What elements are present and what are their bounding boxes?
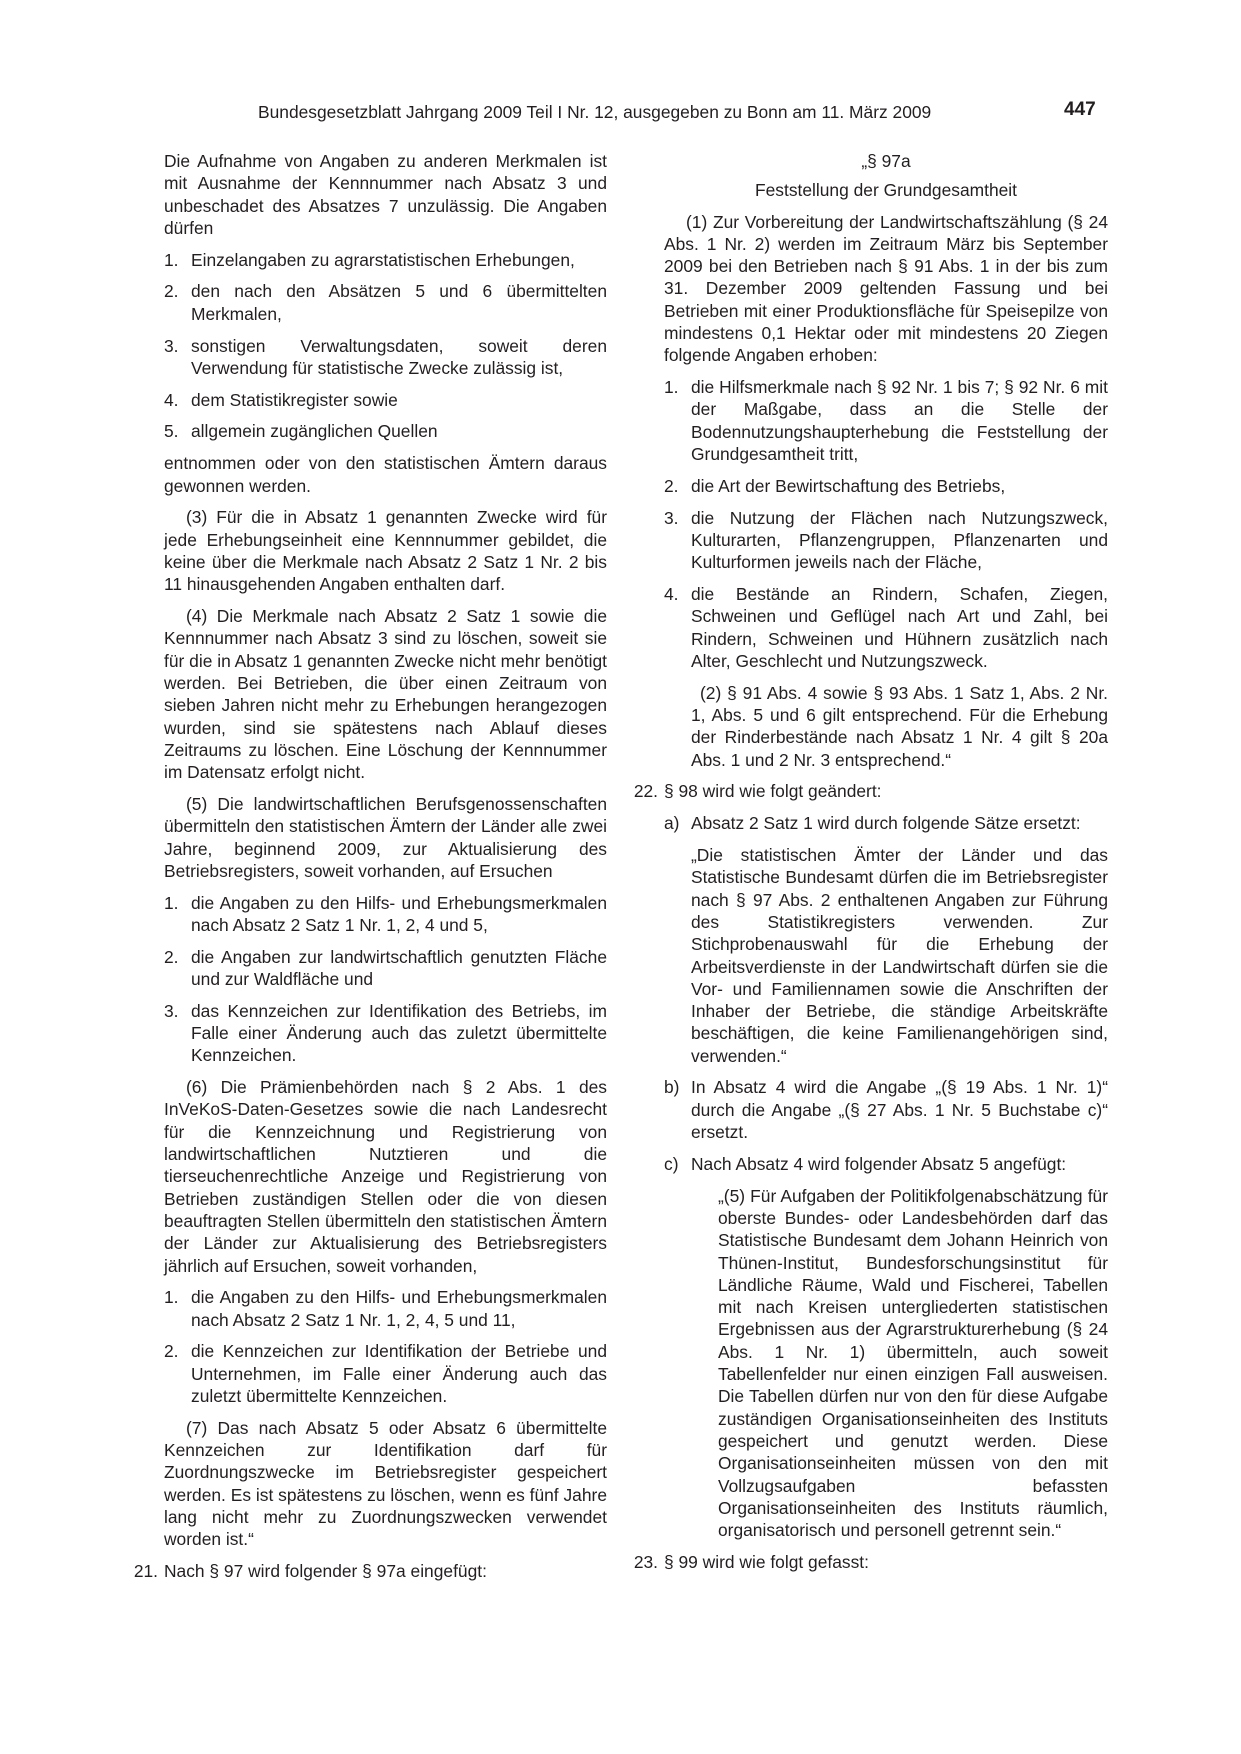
item-number: 3. <box>664 507 679 528</box>
sub-item-text: Absatz 2 Satz 1 wird durch folgende Sätze ersetzt: <box>691 813 1081 834</box>
page-number: 447 <box>1064 99 1096 120</box>
sub-item-letter: a) <box>664 813 680 834</box>
amendment-item-22 <box>633 780 1108 802</box>
list-item <box>164 249 607 271</box>
item-text: § 98 wird wie folgt geändert: <box>664 781 882 802</box>
sub-item-b <box>664 1076 1108 1143</box>
sub-item-a <box>664 812 1108 834</box>
sub-item-letter: c) <box>664 1153 679 1174</box>
item-text: die Art der Bewirtschaftung des Betriebs, <box>691 475 1006 496</box>
sources-list <box>164 249 607 443</box>
section-heading: Feststellung der Grundgesamtheit <box>755 180 1017 201</box>
item-text: Nach § 97 wird folgender § 97a eingefügt: <box>164 1561 487 1582</box>
item-number: 5. <box>164 421 179 442</box>
list-continuation: entnommen oder von den statistischen Ämtern daraus gewonnen werden. <box>164 453 607 496</box>
item-number: 1. <box>164 892 179 913</box>
item-number: 22. <box>633 781 658 802</box>
item-number: 4. <box>164 389 179 410</box>
item-text: die Angaben zur landwirtschaftlich genutzten Fläche und zur Waldfläche und <box>191 946 607 989</box>
item-number: 2. <box>164 1341 179 1362</box>
amendment-item-21 <box>133 1560 607 1582</box>
abs1-list <box>664 376 1108 672</box>
paragraph-abs7: (7) Das nach Absatz 5 oder Absatz 6 übermittelte Kennzeichen zur Identifikation darf für Zuordnungszwecke im Betriebsregister gespeichert werden. Es ist spätestens zu löschen, wenn es fünf Jahre lang nicht mehr zu Zuordnungszwecken verwendet worden ist.“ <box>164 1417 607 1550</box>
list-item <box>664 376 1108 465</box>
paragraph-abs6: (6) Die Prämienbehörden nach § 2 Abs. 1 des InVeKoS-Daten-Gesetzes sowie die nach Landesrecht für die Kennzeichnung und Registrierung von landwirtschaftlichen Nutztieren und die tierseuchenrechtliche Anzeige und Registrierung von Betrieben zuständigen Stellen oder die von diesen beauftragten Stellen übermitteln den statistischen Ämtern der Länder zur Aktualisierung des Betriebsregisters jährlich auf Ersuchen, soweit vorhanden, <box>164 1077 607 1276</box>
section-number: „§ 97a <box>861 151 911 171</box>
list-item <box>164 280 607 325</box>
abs5-list <box>164 892 607 1067</box>
list-item <box>164 389 607 411</box>
item-text: die Angaben zu den Hilfs- und Erhebungsmerkmalen nach Absatz 2 Satz 1 Nr. 1, 2, 4 und 5, <box>191 892 607 935</box>
item-number: 1. <box>164 249 179 270</box>
quoted-text-c: „(5) Für Aufgaben der Politikfolgenabschätzung für oberste Bundes- oder Landesbehörden darf das Statistische Bundesamt dem Johann Heinrich von Thünen-Institut, Bundesforschungsinstitut für Ländliche Räume, Wald und Fischerei, Tabellen mit nach Kreisen untergliederten statistischen Ergebnissen aus der Agrarstrukturerhebung (§ 24 Abs. 1 Nr. 1) übermitteln, auch soweit Tabellenfelder nur einen einzigen Fall ausweisen. Die Tabellen dürfen nur von den für diese Aufgabe zuständigen Organisationseinheiten des Instituts gespeichert und genutzt werden. Diese Organisationseinheiten müssen von den mit Vollzugsaufgaben befassten Organisationseinheiten des Instituts räumlich, organisatorisch und personell getrennt sein.“ <box>718 1185 1108 1541</box>
running-header: Bundesgesetzblatt Jahrgang 2009 Teil I Nr. 12, ausgegeben zu Bonn am 11. März 2009 <box>258 102 932 122</box>
sub-item-text: In Absatz 4 wird die Angabe „(§ 19 Abs. 1 Nr. 1)“ durch die Angabe „(§ 27 Abs. 1 Nr. 5 Buchstabe c)“ ersetzt. <box>691 1077 1108 1143</box>
item-number: 2. <box>164 281 179 302</box>
paragraph-abs1: (1) Zur Vorbereitung der Landwirtschaftszählung (§ 24 Abs. 1 Nr. 2) werden im Zeitraum März bis September 2009 bei den Betrieben nach § 91 Abs. 1 in der bis zum 31. Dezember 2009 geltenden Fassung und bei Betrieben mit einer Produktionsfläche für Speisepilze von mindestens 0,1 Hektar oder mit mindestens 20 Ziegen folgende Angaben erhoben: <box>664 211 1108 366</box>
sub-item-text: Nach Absatz 4 wird folgender Absatz 5 angefügt: <box>691 1153 1067 1174</box>
list-item <box>164 892 607 937</box>
list-item <box>164 1000 607 1067</box>
item-number: 3. <box>164 1000 179 1021</box>
item-text: die Kennzeichen zur Identifikation der Betriebe und Unternehmen, im Falle einer Änderung auch das zuletzt übermittelte Kennzeichen. <box>191 1341 607 1407</box>
item-text: die Hilfsmerkmale nach § 92 Nr. 1 bis 7; § 92 Nr. 6 mit der Maßgabe, dass an die Stelle der Bodennutzungshaupterhebung die Feststellung der Grundgesamtheit tritt, <box>691 377 1108 465</box>
item-text: den nach den Absätzen 5 und 6 übermittelten Merkmalen, <box>191 281 607 324</box>
right-column <box>633 150 1108 1583</box>
paragraph-abs2: (2) § 91 Abs. 4 sowie § 93 Abs. 1 Satz 1, Abs. 2 Nr. 1, Abs. 5 und 6 gilt entsprechend. Für die Erhebung der Rinderbestände nach Absatz 1 Nr. 4 gilt § 20a Abs. 1 und 2 Nr. 3 entsprechend.“ <box>691 682 1108 770</box>
list-item <box>664 507 1108 574</box>
item-text: die Bestände an Rindern, Schafen, Ziegen, Schweinen und Geflügel nach Art und Zahl, bei Rindern, Schweinen und Hühnern zusätzlich nach Alter, Geschlecht und Nutzungszweck. <box>691 584 1108 671</box>
abs6-list <box>164 1286 607 1407</box>
item-text: Einzelangaben zu agrarstatistischen Erhebungen, <box>191 249 575 270</box>
item-text: die Angaben zu den Hilfs- und Erhebungsmerkmalen nach Absatz 2 Satz 1 Nr. 1, 2, 4, 5 und 11, <box>191 1287 607 1330</box>
list-item <box>164 946 607 991</box>
item-number: 4. <box>664 584 679 605</box>
list-item <box>164 1340 607 1407</box>
item-number: 2. <box>664 475 679 496</box>
sub-item-letter: b) <box>664 1077 680 1098</box>
list-item <box>664 475 1108 497</box>
item-text: allgemein zugänglichen Quellen <box>191 421 438 442</box>
item-number: 21. <box>133 1561 158 1582</box>
item-text: dem Statistikregister sowie <box>191 389 398 410</box>
paragraph-abs5: (5) Die landwirtschaftlichen Berufsgenossenschaften übermitteln den statistischen Ämtern der Länder alle zwei Jahre, beginnend 2009, zur Aktualisierung des Betriebsregisters, soweit vorhanden, auf Ersuchen <box>164 793 607 881</box>
list-item <box>164 335 607 380</box>
item-text: das Kennzeichen zur Identifikation des Betriebs, im Falle einer Änderung auch das zuletzt übermittelte Kennzeichen. <box>191 1000 607 1066</box>
item-number: 23. <box>633 1551 658 1572</box>
item-text: die Nutzung der Flächen nach Nutzungszweck, Kulturarten, Pflanzengruppen, Pflanzenarten und Kulturformen jeweils nach der Fläche, <box>691 507 1108 573</box>
item-number: 2. <box>164 946 179 967</box>
item-number: 1. <box>164 1287 179 1308</box>
list-item <box>164 1286 607 1331</box>
item-text: sonstigen Verwaltungsdaten, soweit deren Verwendung für statistische Zwecke zulässig ist, <box>191 335 607 378</box>
paragraph-abs3: (3) Für die in Absatz 1 genannten Zwecke wird für jede Erhebungseinheit eine Kennnummer gebildet, die keine über die Merkmale nach Absatz 2 Satz 1 Nr. 2 bis 11 hinausgehenden Angaben enthalten darf. <box>164 507 607 595</box>
sub-item-c <box>664 1153 1108 1175</box>
list-item <box>664 583 1108 672</box>
item-number: 3. <box>164 335 179 356</box>
quoted-text-a: „Die statistischen Ämter der Länder und das Statistische Bundesamt dürfen die im Betriebsregister nach § 97 Abs. 2 enthaltenen Angaben zur Führung des Statistikregisters verwenden. Zur Stichprobenauswahl für die Erhebung der Arbeitsverdienste in der Landwirtschaft dürfen sie die Vor- und Familiennamen sowie die Anschriften der Inhaber der Betriebe, die ständige Arbeitskräfte beschäftigen, die keine Familienangehörigen sind, verwenden.“ <box>691 845 1108 1066</box>
left-column <box>133 150 607 1592</box>
paragraph-abs4: (4) Die Merkmale nach Absatz 2 Satz 1 sowie die Kennnummer nach Absatz 3 sind zu löschen, soweit sie für die in Absatz 1 genannten Zwecke nicht mehr benötigt werden. Bei Betrieben, die über einen Zeitraum von sieben Jahren nicht mehr zu Erhebungen herangezogen wurden, sind sie spätestens nach Ablauf dieses Zeitraums zu löschen. Eine Löschung der Kennnummer im Datensatz erfolgt nicht. <box>164 606 607 783</box>
item-text: § 99 wird wie folgt gefasst: <box>664 1551 869 1572</box>
intro-paragraph: Die Aufnahme von Angaben zu anderen Merkmalen ist mit Ausnahme der Kennnummer nach Absatz 3 und unbeschadet des Absatzes 7 unzulässig. Die Angaben dürfen <box>164 151 607 238</box>
item-number: 1. <box>664 377 679 398</box>
list-item <box>164 420 607 442</box>
amendment-item-23 <box>633 1551 1108 1573</box>
